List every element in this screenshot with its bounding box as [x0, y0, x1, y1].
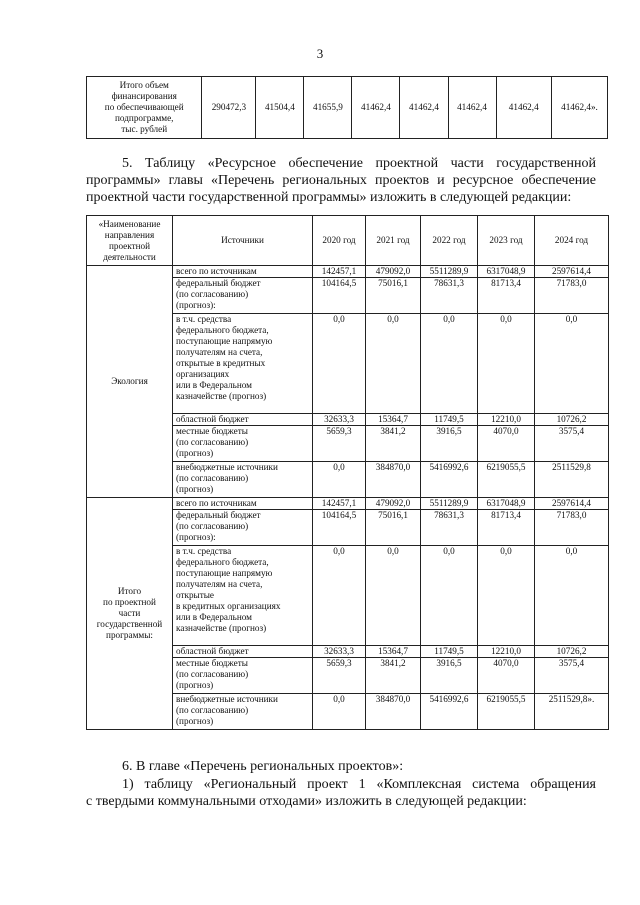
source-line: местные бюджеты — [176, 426, 248, 436]
value-cell: 0,0 — [313, 462, 366, 498]
value-cell: 78631,3 — [421, 278, 478, 314]
table-body — [87, 266, 609, 730]
summary-label-line: Итого объем — [119, 80, 169, 90]
paragraph-5 — [86, 155, 596, 206]
summary-label-line: подпрограмме, — [114, 113, 174, 123]
summary-value: 41462,4». — [551, 77, 607, 139]
source-cell — [173, 646, 313, 658]
header-year: 2022 год — [421, 216, 478, 266]
summary-label-line: по обеспечивающей — [104, 102, 184, 112]
value-cell: 384870,0 — [366, 462, 421, 498]
source-line: в кредитных организациях — [176, 601, 281, 611]
value-cell: 5416992,6 — [421, 694, 478, 730]
value-cell: 0,0 — [421, 314, 478, 414]
value-cell: 6317048,9 — [478, 266, 535, 278]
summary-label — [87, 77, 202, 139]
source-line: федерального бюджета, — [176, 325, 269, 335]
value-cell: 3916,5 — [421, 426, 478, 462]
direction-name-line: части — [118, 608, 141, 618]
header-year: 2023 год — [478, 216, 535, 266]
source-line: (по согласованию) — [176, 473, 249, 483]
summary-value: 41462,4 — [496, 77, 551, 139]
summary-label-line: тыс. рублей — [121, 124, 168, 134]
value-cell: 142457,1 — [313, 266, 366, 278]
summary-value: 41655,9 — [304, 77, 352, 139]
source-line: областной бюджет — [176, 414, 249, 424]
direction-name-line: Итого — [117, 586, 142, 596]
value-cell: 0,0 — [313, 694, 366, 730]
paragraph-6-1 — [86, 776, 596, 810]
source-line: местные бюджеты — [176, 658, 248, 668]
source-line: или в Федеральном — [176, 612, 252, 622]
table-header-row — [87, 216, 609, 266]
value-cell: 0,0 — [313, 546, 366, 646]
value-cell: 5659,3 — [313, 658, 366, 694]
paragraph-line: 1) таблицу «Региональный проект 1 «Комплексная система обращения — [122, 777, 596, 792]
value-cell: 0,0 — [421, 546, 478, 646]
paragraph-line: 6. В главе «Перечень региональных проектов»: — [122, 759, 404, 774]
source-cell — [173, 694, 313, 730]
source-cell — [173, 498, 313, 510]
value-cell: 0,0 — [313, 314, 366, 414]
header-name — [87, 216, 173, 266]
value-cell: 4070,0 — [478, 426, 535, 462]
direction-name — [87, 266, 173, 498]
value-cell: 142457,1 — [313, 498, 366, 510]
value-cell: 4070,0 — [478, 658, 535, 694]
value-cell: 32633,3 — [313, 414, 366, 426]
value-cell: 0,0 — [478, 546, 535, 646]
source-line: открытые — [176, 590, 214, 600]
source-line: федеральный бюджет — [176, 278, 261, 288]
source-line: внебюджетные источники — [176, 462, 278, 472]
summary-value: 41462,4 — [352, 77, 400, 139]
source-cell — [173, 658, 313, 694]
source-line: получателям на счета, — [176, 579, 263, 589]
value-cell: 5511289,9 — [421, 498, 478, 510]
source-line: (по согласованию) — [176, 289, 249, 299]
source-line: (по согласованию) — [176, 437, 249, 447]
direction-name-line: программы: — [106, 630, 153, 640]
header-sources: Источники — [173, 216, 313, 266]
page-number: 3 — [316, 46, 324, 61]
source-line: внебюджетные источники — [176, 694, 278, 704]
source-line: в т.ч. средства — [176, 546, 232, 556]
value-cell: 10726,2 — [535, 646, 609, 658]
summary-value: 41504,4 — [256, 77, 304, 139]
source-line: (прогноз) — [176, 716, 214, 726]
paragraph-line: 5. Таблицу «Ресурсное обеспечение проектной части государственной — [122, 156, 596, 171]
source-cell — [173, 314, 313, 414]
value-cell: 0,0 — [366, 314, 421, 414]
source-line: получателям на счета, — [176, 347, 263, 357]
value-cell: 6219055,5 — [478, 694, 535, 730]
source-line: всего по источникам — [176, 498, 257, 508]
source-line: областной бюджет — [176, 646, 249, 656]
direction-name-line: государственной — [96, 619, 163, 629]
header-name-line: направления — [104, 229, 155, 240]
value-cell: 5416992,6 — [421, 462, 478, 498]
source-line: поступающие напрямую — [176, 336, 273, 346]
summary-value: 41462,4 — [448, 77, 496, 139]
value-cell: 0,0 — [535, 314, 609, 414]
value-cell: 75016,1 — [366, 278, 421, 314]
value-cell: 11749,5 — [421, 646, 478, 658]
source-line: (прогноз) — [176, 680, 214, 690]
summary-row — [87, 77, 608, 139]
value-cell: 12210,0 — [478, 646, 535, 658]
value-cell: 0,0 — [478, 314, 535, 414]
header-name-line: деятельности — [103, 251, 156, 262]
value-cell: 6317048,9 — [478, 498, 535, 510]
source-line: (по согласованию) — [176, 521, 249, 531]
source-line: федеральный бюджет — [176, 510, 261, 520]
source-line: организациях — [176, 369, 230, 379]
value-cell: 104164,5 — [313, 278, 366, 314]
source-line: (по согласованию) — [176, 705, 249, 715]
value-cell: 75016,1 — [366, 510, 421, 546]
summary-value: 41462,4 — [400, 77, 448, 139]
header-year: 2020 год — [313, 216, 366, 266]
resource-table — [86, 215, 609, 730]
value-cell: 0,0 — [535, 546, 609, 646]
table-row — [87, 266, 609, 278]
value-cell: 81713,4 — [478, 510, 535, 546]
value-cell: 3916,5 — [421, 658, 478, 694]
value-cell: 2597614,4 — [535, 498, 609, 510]
source-line: казначействе (прогноз) — [176, 623, 267, 633]
paragraph-line: с твердыми коммунальными отходами» изложить в следующей редакции: — [86, 794, 527, 809]
paragraph-6 — [86, 758, 596, 775]
table-row — [87, 498, 609, 510]
direction-name — [87, 498, 173, 730]
value-cell: 384870,0 — [366, 694, 421, 730]
paragraph-line: проектной части государственной программы» изложить в следующей редакции: — [86, 190, 572, 205]
value-cell: 2597614,4 — [535, 266, 609, 278]
summary-label-line: финансирования — [111, 91, 177, 101]
value-cell: 2511529,8 — [535, 462, 609, 498]
value-cell: 6219055,5 — [478, 462, 535, 498]
source-cell — [173, 546, 313, 646]
value-cell: 10726,2 — [535, 414, 609, 426]
source-cell — [173, 510, 313, 546]
value-cell: 479092,0 — [366, 266, 421, 278]
paragraph-line: программы» главы «Перечень региональных проектов и ресурсное обеспечение — [86, 173, 596, 188]
source-line: в т.ч. средства — [176, 314, 232, 324]
value-cell: 2511529,8». — [535, 694, 609, 730]
source-line: или в Федеральном — [176, 380, 252, 390]
financing-summary-table — [86, 76, 608, 139]
value-cell: 5511289,9 — [421, 266, 478, 278]
source-cell — [173, 426, 313, 462]
value-cell: 12210,0 — [478, 414, 535, 426]
source-line: (прогноз) — [176, 448, 214, 458]
value-cell: 15364,7 — [366, 414, 421, 426]
source-line: федерального бюджета, — [176, 557, 269, 567]
value-cell: 3841,2 — [366, 658, 421, 694]
source-line: казначействе (прогноз) — [176, 391, 267, 401]
source-cell — [173, 462, 313, 498]
source-line: (прогноз): — [176, 532, 216, 542]
source-cell — [173, 414, 313, 426]
header-name-line: проектной — [108, 240, 151, 251]
source-line: поступающие напрямую — [176, 568, 273, 578]
value-cell: 5659,3 — [313, 426, 366, 462]
value-cell: 479092,0 — [366, 498, 421, 510]
direction-name-line: Экология — [111, 376, 148, 386]
summary-value: 290472,3 — [202, 77, 256, 139]
value-cell: 15364,7 — [366, 646, 421, 658]
source-line: (прогноз): — [176, 300, 216, 310]
value-cell: 3575,4 — [535, 658, 609, 694]
value-cell: 32633,3 — [313, 646, 366, 658]
value-cell: 81713,4 — [478, 278, 535, 314]
source-line: (прогноз) — [176, 484, 214, 494]
value-cell: 71783,0 — [535, 510, 609, 546]
source-cell — [173, 278, 313, 314]
value-cell: 3841,2 — [366, 426, 421, 462]
value-cell: 71783,0 — [535, 278, 609, 314]
source-line: (по согласованию) — [176, 669, 249, 679]
value-cell: 3575,4 — [535, 426, 609, 462]
value-cell: 104164,5 — [313, 510, 366, 546]
value-cell: 78631,3 — [421, 510, 478, 546]
source-cell — [173, 266, 313, 278]
value-cell: 11749,5 — [421, 414, 478, 426]
header-year: 2021 год — [366, 216, 421, 266]
header-name-line: «Наименование — [98, 218, 161, 229]
value-cell: 0,0 — [366, 546, 421, 646]
direction-name-line: по проектной — [103, 597, 156, 607]
source-line: всего по источникам — [176, 266, 257, 276]
source-line: открытые в кредитных — [176, 358, 266, 368]
header-year: 2024 год — [535, 216, 609, 266]
